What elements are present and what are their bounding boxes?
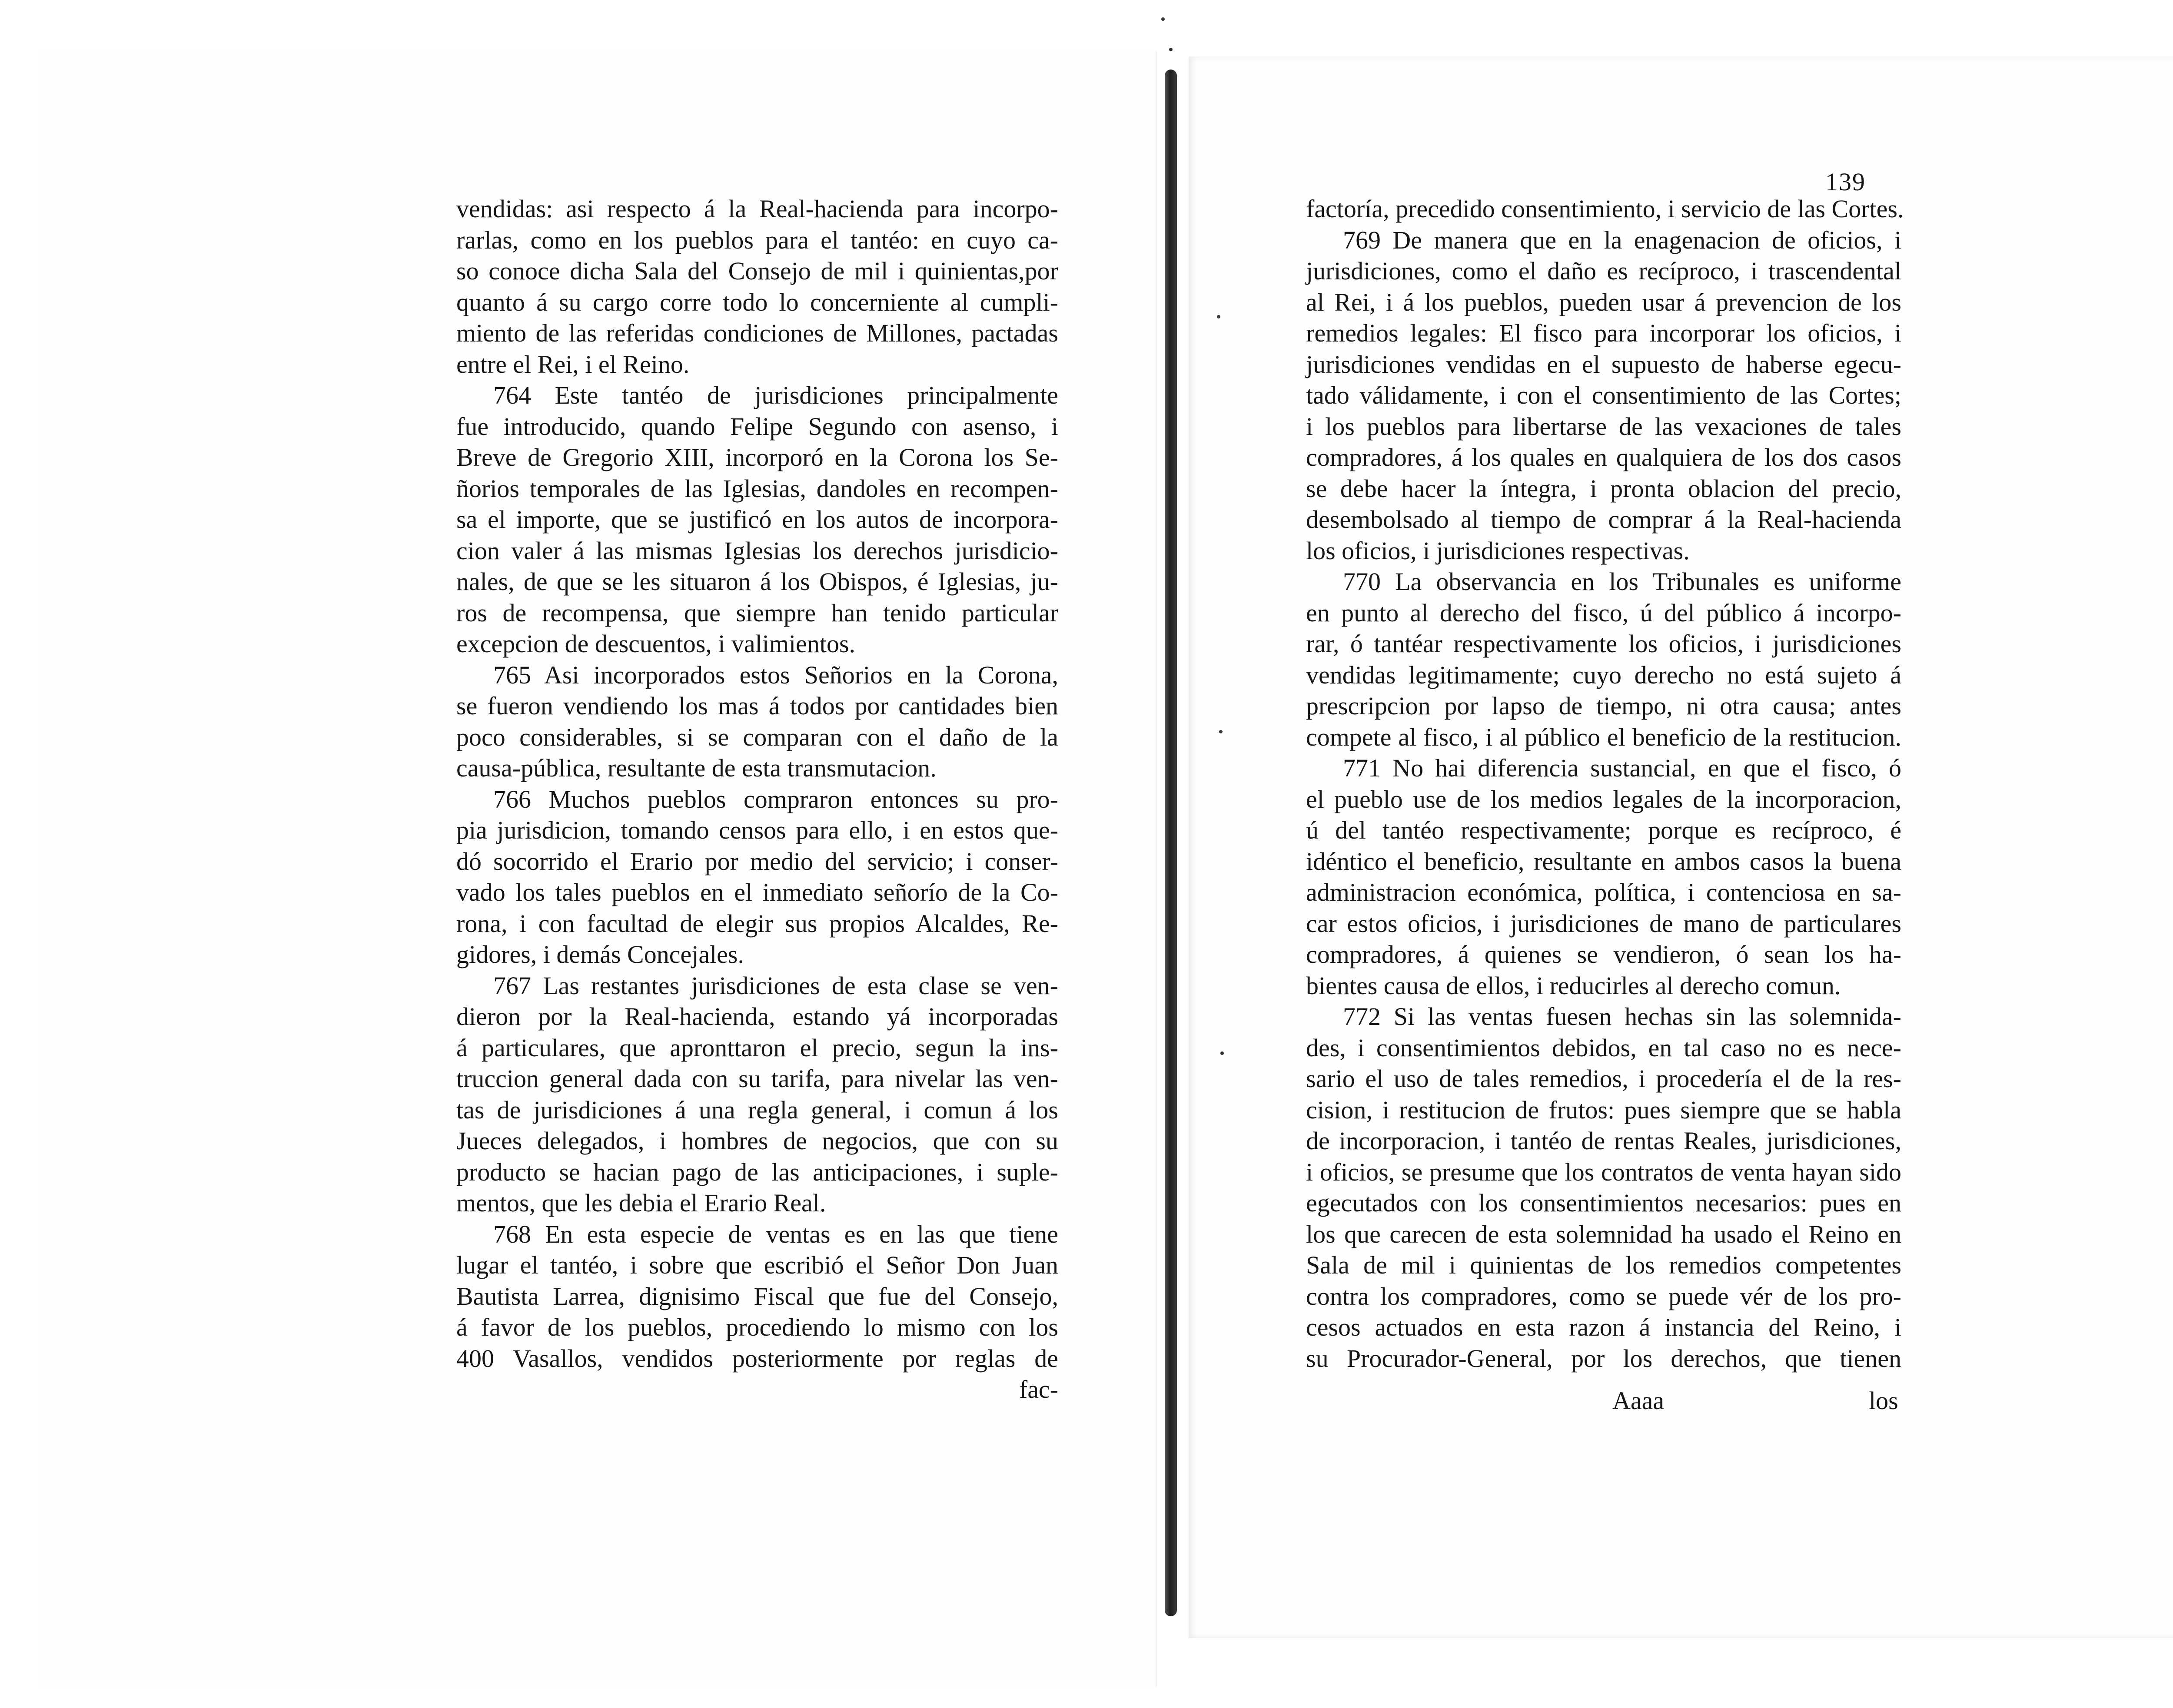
text-line: el pueblo use de los medios legales de la incorporacion, — [1306, 785, 1901, 813]
text-line: ros de recompensa, que siempre han tenido particular — [456, 598, 1058, 627]
text-line: car estos oficios, i jurisdiciones de mano de particulares — [1306, 909, 1901, 938]
text-line: jurisdiciones vendidas en el supuesto de haberse egecu- — [1306, 350, 1901, 378]
text-line: des, i consentimientos debidos, en tal caso no es nece- — [1306, 1033, 1901, 1062]
text-line: rarlas, como en los pueblos para el tantéo: en cuyo ca- — [456, 226, 1058, 254]
text-line: Jueces delegados, i hombres de negocios, que con su — [456, 1127, 1058, 1155]
text-line: en punto al derecho del fisco, ú del público á incorpo- — [1306, 598, 1901, 627]
text-line: compete al fisco, i al público el beneficio de la restitucion. — [1306, 723, 1901, 751]
paragraph-765-start: 765 Asi incorporados estos Señorios en la Corona, — [493, 660, 1058, 689]
text-line: nales, de que se les situaron á los Obispos, é Iglesias, ju- — [456, 567, 1058, 596]
text-line: contra los compradores, como se puede vér de los pro- — [1306, 1282, 1901, 1310]
text-line: desembolsado al tiempo de comprar á la Real-hacienda — [1306, 505, 1901, 534]
text-line: sario el uso de tales remedios, i procedería el de la res- — [1306, 1065, 1901, 1093]
speck — [1219, 730, 1223, 733]
paragraph-772-start: 772 Si las ventas fuesen hechas sin las solemnida- — [1343, 1002, 1901, 1031]
text-line: Breve de Gregorio XIII, incorporó en la Corona los Se- — [456, 443, 1058, 471]
text-line: á particulares, que apronttaron el precio, segun la ins- — [456, 1033, 1058, 1062]
paragraph-767-start: 767 Las restantes jurisdiciones de esta clase se ven- — [493, 971, 1058, 1000]
paragraph-764-start: 764 Este tantéo de jurisdiciones principalmente — [493, 381, 1058, 409]
text-line: compradores, á quienes se vendieron, ó sean los ha- — [1306, 940, 1901, 968]
text-line: ñorios temporales de las Iglesias, dandoles en recompen- — [456, 474, 1058, 503]
text-line: so conoce dicha Sala del Consejo de mil i quinientas,por — [456, 257, 1058, 285]
text-line: prescripcion por lapso de tiempo, ni otra causa; antes — [1306, 692, 1901, 720]
text-line: bientes causa de ellos, i reducirles al derecho comun. — [1306, 971, 1841, 1000]
text-line: su Procurador-General, por los derechos, que tienen — [1306, 1344, 1901, 1373]
catchword-right: los — [1869, 1386, 1898, 1415]
paragraph-768-start: 768 En esta especie de ventas es en las que tiene — [493, 1220, 1058, 1248]
speck — [1217, 315, 1220, 318]
text-line: vado los tales pueblos en el inmediato señorío de la Co- — [456, 878, 1058, 906]
text-line: Sala de mil i quinientas de los remedios competentes — [1306, 1251, 1901, 1279]
text-line: cion valer á las mismas Iglesias los derechos jurisdicio- — [456, 536, 1058, 565]
paragraph-769-start: 769 De manera que en la enagenacion de oficios, i — [1343, 226, 1901, 254]
text-line: cision, i restitucion de frutos: pues siempre que se habla — [1306, 1095, 1901, 1124]
text-line: miento de las referidas condiciones de Millones, pactadas — [456, 319, 1058, 347]
text-line: los que carecen de esta solemnidad ha usado el Reino en — [1306, 1220, 1901, 1248]
text-line: cesos actuados en esta razon á instancia del Reino, i — [1306, 1313, 1901, 1341]
page-number: 139 — [1825, 168, 1866, 196]
book-gutter — [1165, 70, 1177, 1616]
text-line: i oficios, se presume que los contratos de venta hayan sido — [1306, 1157, 1901, 1186]
speck — [1169, 48, 1173, 51]
text-line: lugar el tantéo, i sobre que escribió el Señor Don Juan — [456, 1251, 1058, 1279]
catchword-left: fac- — [1019, 1375, 1058, 1403]
text-line: de incorporacion, i tantéo de rentas Reales, jurisdiciones, — [1306, 1127, 1901, 1155]
speck — [1161, 17, 1165, 21]
text-line: factoría, precedido consentimiento, i servicio de las Cortes. — [1306, 195, 1904, 223]
text-line: dó socorrido el Erario por medio del servicio; i conser- — [456, 847, 1058, 876]
text-line: fue introducido, quando Felipe Segundo con asenso, i — [456, 412, 1058, 441]
text-line: ú del tantéo respectivamente; porque es recíproco, é — [1306, 816, 1901, 844]
text-line: tado válidamente, i con el consentimiento de las Cortes; — [1306, 381, 1901, 409]
text-line: gidores, i demás Concejales. — [456, 940, 744, 968]
text-line: rar, ó tantéar respectivamente los oficios, i jurisdiciones — [1306, 630, 1901, 658]
signature-mark: Aaaa — [1612, 1386, 1665, 1415]
text-line: 400 Vasallos, vendidos posteriormente por reglas de — [456, 1344, 1058, 1373]
text-line: pia jurisdicion, tomando censos para ello, i en estos que- — [456, 816, 1058, 844]
text-line: poco considerables, si se comparan con el daño de la — [456, 723, 1058, 751]
text-line: idéntico el beneficio, resultante en ambos casos la buena — [1306, 847, 1901, 876]
text-line: jurisdiciones, como el daño es recíproco, i trascendental — [1306, 257, 1901, 285]
text-line: sa el importe, que se justificó en los autos de incorpora- — [456, 505, 1058, 534]
text-line: rona, i con facultad de elegir sus propios Alcaldes, Re- — [456, 909, 1058, 938]
text-line: vendidas: asi respecto á la Real-hacienda para incorpo- — [456, 195, 1058, 223]
text-line: Bautista Larrea, dignisimo Fiscal que fue del Consejo, — [456, 1282, 1058, 1310]
text-line: remedios legales: El fisco para incorporar los oficios, i — [1306, 319, 1901, 347]
text-line: mentos, que les debia el Erario Real. — [456, 1189, 826, 1217]
text-line: entre el Rei, i el Reino. — [456, 350, 690, 378]
text-line: producto se hacian pago de las anticipaciones, i suple- — [456, 1157, 1058, 1186]
right-page-text — [1306, 193, 1904, 1374]
text-line: administracion económica, política, i contenciosa en sa- — [1306, 878, 1901, 906]
text-line: se debe hacer la íntegra, i pronta oblacion del precio, — [1306, 474, 1901, 503]
paragraph-770-start: 770 La observancia en los Tribunales es uniforme — [1343, 567, 1901, 596]
text-line: los oficios, i jurisdiciones respectivas. — [1306, 536, 1690, 565]
text-line: se fueron vendiendo los mas á todos por cantidades bien — [456, 692, 1058, 720]
text-line: excepcion de descuentos, i valimientos. — [456, 630, 856, 658]
text-line: causa-pública, resultante de esta transmutacion. — [456, 754, 937, 782]
text-line: quanto á su cargo corre todo lo concerniente al cumpli- — [456, 288, 1058, 316]
text-line: egecutados con los consentimientos necesarios: pues en — [1306, 1189, 1901, 1217]
text-line: compradores, á los quales en qualquiera de los dos casos — [1306, 443, 1901, 471]
paragraph-766-start: 766 Muchos pueblos compraron entonces su pro- — [493, 785, 1058, 813]
left-page-text — [456, 193, 1058, 1405]
text-line: al Rei, i á los pueblos, pueden usar á prevencion de los — [1306, 288, 1901, 316]
speck — [1220, 1051, 1224, 1055]
text-line: i los pueblos para libertarse de las vexaciones de tales — [1306, 412, 1901, 441]
text-line: vendidas legitimamente; cuyo derecho no está sujeto á — [1306, 660, 1901, 689]
text-line: tas de jurisdiciones á una regla general, i comun á los — [456, 1095, 1058, 1124]
text-line: truccion general dada con su tarifa, para nivelar las ven- — [456, 1065, 1058, 1093]
text-line: dieron por la Real-hacienda, estando yá incorporadas — [456, 1002, 1058, 1031]
paragraph-771-start: 771 No hai diferencia sustancial, en que el fisco, ó — [1343, 754, 1901, 782]
text-line: á favor de los pueblos, procediendo lo mismo con los — [456, 1313, 1058, 1341]
